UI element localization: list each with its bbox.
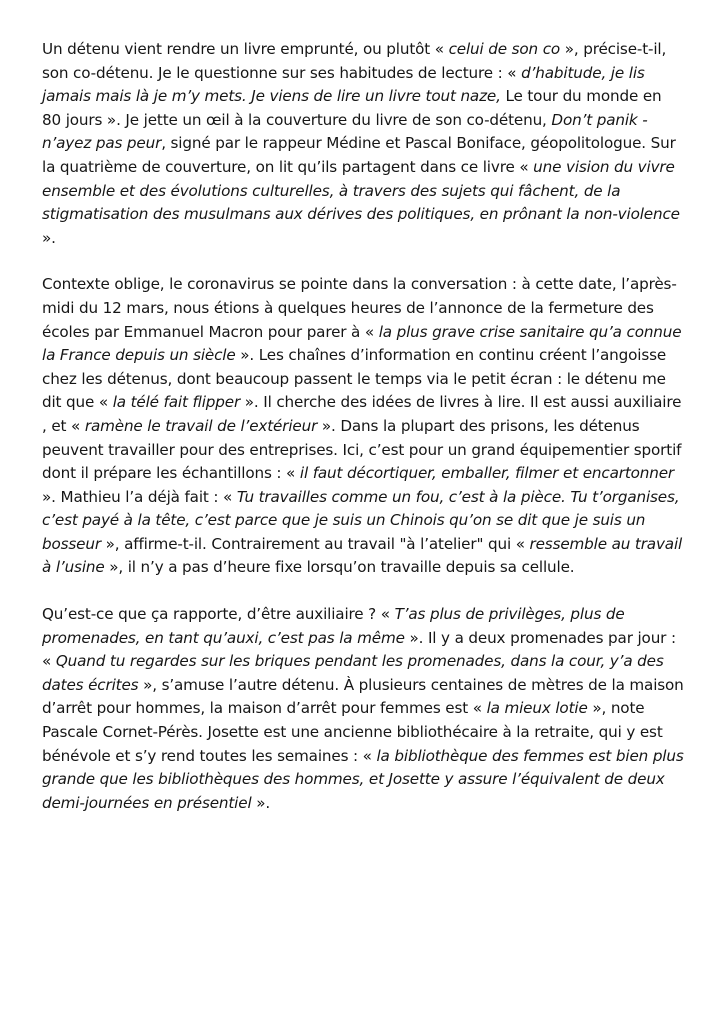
text-run: ». Il y a deux promenades par jour : « (42, 628, 676, 671)
quote-run: ramène le travail de l’extérieur (84, 416, 318, 435)
text-run: », il n’y a pas d’heure fixe lorsqu’on travaille depuis sa cellule. (104, 558, 575, 577)
text-run: , signé par le rappeur Médine et Pascal Boniface, géopolitologue. Sur la quatrième de couverture, on lit qu’ils partagent dans ce livre « (42, 134, 676, 176)
quote-run: Quand tu regardes sur les briques pendant les promenades, dans la cour, y’a des dates écrites (42, 652, 664, 694)
text-run: Un détenu vient rendre un livre emprunté, ou plutôt « (42, 40, 449, 58)
quote-run: la bibliothèque des femmes est bien plus grande que les bibliothèques des hommes, et Josette y assure l’équivalent de deux demi-journées en présentiel (42, 746, 684, 812)
quote-run: Tu travailles comme un fou, c’est à la pièce. Tu t’organises, c’est payé à la tête, c’est parce que je suis un Chinois qu’on se dit que je suis un bosseur (42, 487, 680, 553)
paragraph-3 (42, 603, 684, 815)
quote-run: une vision du vivre ensemble et des évolutions culturelles, à travers des sujets qui fâchent, de la stigmatisation des musulmans aux dérives des politiques, en prônant la non-violence (42, 157, 680, 224)
text-run: », s’amuse l’autre détenu. À plusieurs centaines de mètres de la maison d’arrêt pour hommes, la maison d’arrêt pour femmes est « (42, 675, 684, 718)
text-run: », affirme-t-il. Contrairement au travail "à l’atelier" qui « (100, 534, 530, 553)
text-run: », précise-t-il, son co-détenu. Je le questionne sur ses habitudes de lecture : « (42, 40, 667, 82)
paragraph-2 (42, 273, 684, 580)
text-run: ». Les chaînes d’information en continu créent l’angoisse chez les détenus, dont beaucoup passent le temps via le petit écran : le détenu me dit que « (42, 346, 667, 412)
quote-run: celui de son co (448, 40, 561, 58)
quote-run: T’as plus de privilèges, plus de promenades, en tant qu’auxi, c’est pas la même (42, 605, 625, 647)
text-run: Le tour du monde en 80 jours ». Je jette un œil à la couverture du livre de son co-détenu, (42, 87, 662, 129)
quote-run: d’habitude, je lis jamais mais là je m’y mets. Je viens de lire un livre tout naze, (42, 63, 645, 106)
text-run: ». Mathieu l’a déjà fait : « (42, 487, 237, 506)
quote-run: la télé fait flipper (112, 393, 241, 412)
text-run: ». Il cherche des idées de livres à lire. Il est aussi auxiliaire , et « (42, 393, 682, 435)
quote-run: la plus grave crise sanitaire qu’a connue la France depuis un siècle (42, 322, 682, 365)
book-title-run: Don’t panik - n’ayez pas peur (42, 110, 648, 153)
quote-run: ressemble au travail à l’usine (42, 534, 683, 577)
quote-run: il faut décortiquer, emballer, filmer et encartonner (299, 464, 675, 483)
text-run: Contexte oblige, le coronavirus se pointe dans la conversation : à cette date, l’après-midi du 12 mars, nous étions à quelques heures de l’annonce de la fermeture des écoles par Emmanuel Macron pour parer à « (42, 275, 677, 341)
text-run: ». Dans la plupart des prisons, les détenus peuvent travailler pour des entreprises. Ici, c’est pour un grand équipementier sportif dont il prépare les échantillons : « (42, 416, 682, 483)
text-run: ». (251, 793, 271, 812)
paragraph-1 (42, 38, 684, 250)
text-run: ». (42, 228, 56, 247)
text-run: », note Pascale Cornet-Pérès. Josette est une ancienne bibliothécaire à la retraite, qui y est bénévole et s’y rend toutes les semaines : « (42, 699, 663, 765)
quote-run: la mieux lotie (486, 699, 588, 718)
text-run: Qu’est-ce que ça rapporte, d’être auxiliaire ? « (42, 605, 395, 624)
